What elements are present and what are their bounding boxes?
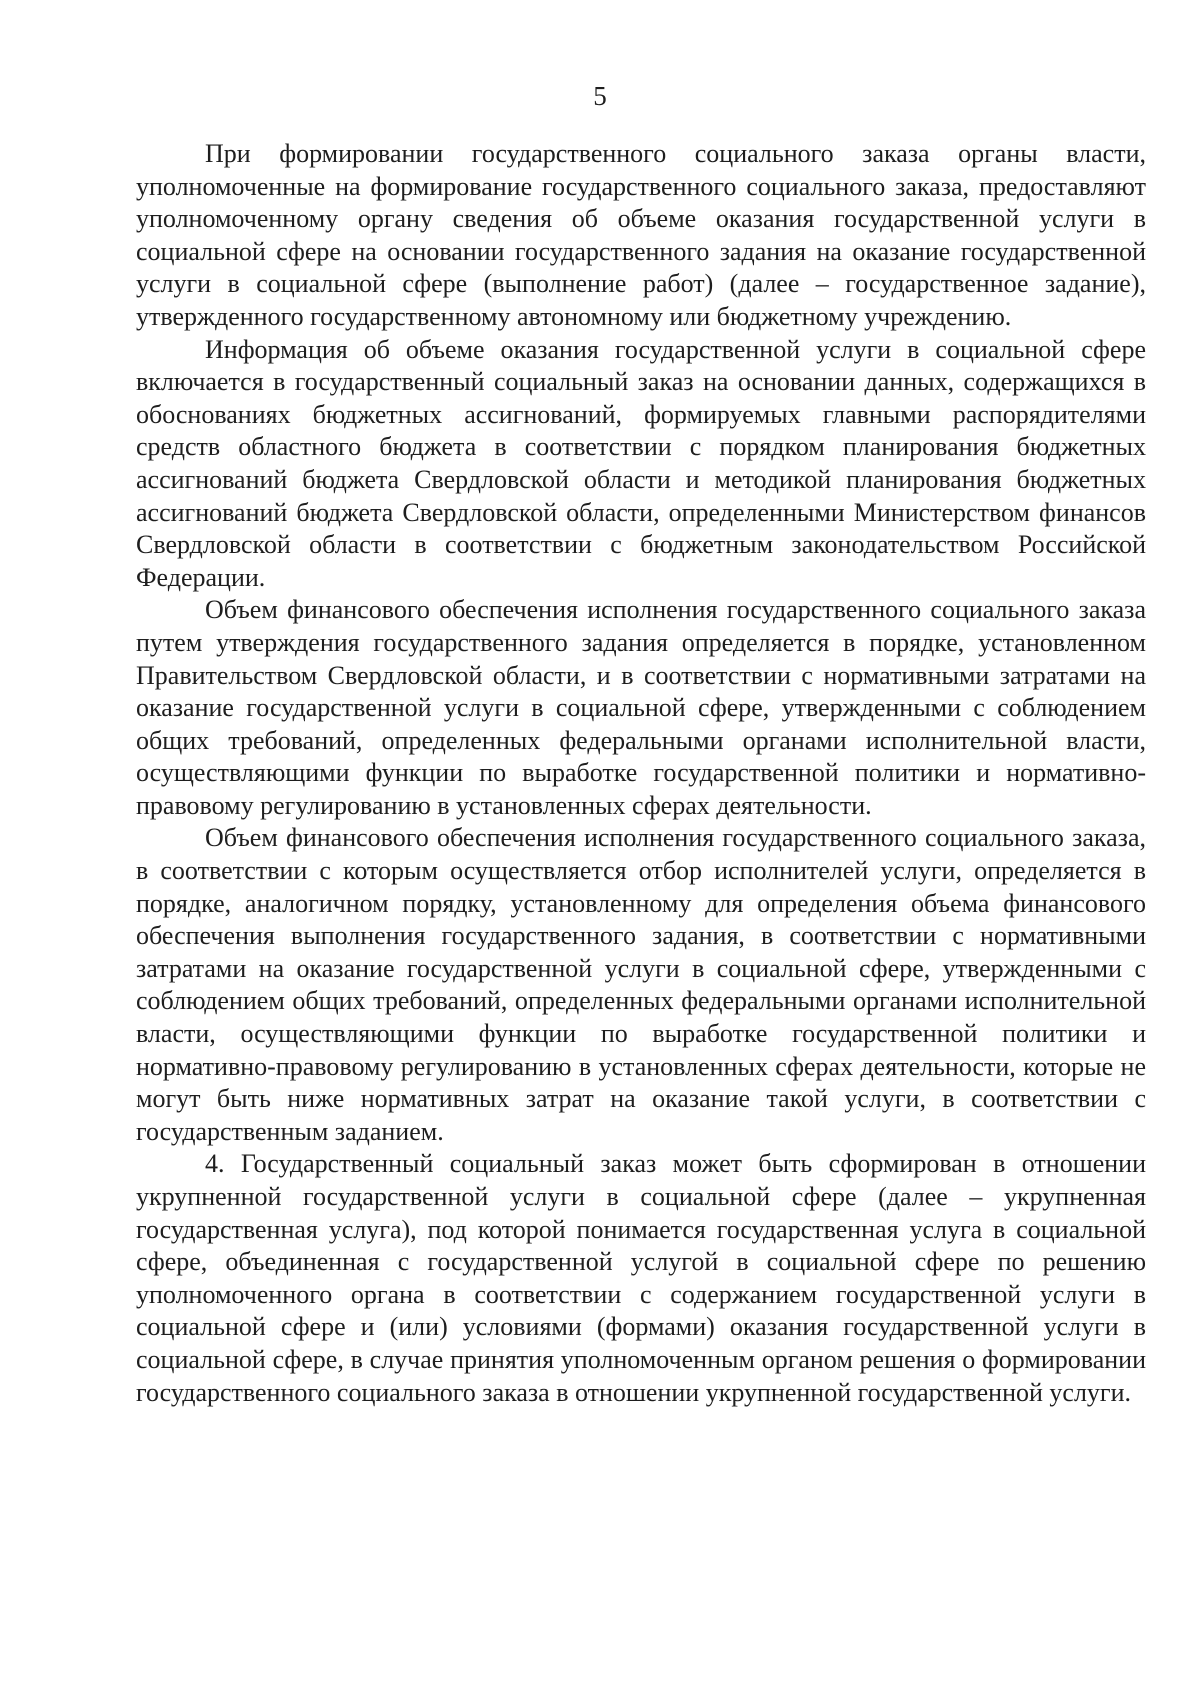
paragraph-3: Объем финансового обеспечения исполнения государственного социального заказа путем утверждения государственного задания определяется в порядке, установленном Правительством Свердловской области, и в соответствии с нормативными затратами на оказание государственной услуги в социальной сфере, утвержденными с соблюдением общих требований, определенных федеральными органами исполнительной власти, осуществляющими функции по выработке государственной политики и нормативно-правовому регулированию в установленных сферах деятельности. xyxy=(136,595,1146,820)
paragraph-2: Информация об объеме оказания государственной услуги в социальной сфере включается в государственный социальный заказ на основании данных, содержащихся в обоснованиях бюджетных ассигнований, формируемых главными распорядителями средств областного бюджета в соответствии с порядком планирования бюджетных ассигнований бюджета Свердловской области и методикой планирования бюджетных ассигнований бюджета Свердловской области, определенными Министерством финансов Свердловской области в соответствии с бюджетным законодательством Российской Федерации. xyxy=(136,334,1146,592)
paragraph-4: Объем финансового обеспечения исполнения государственного социального заказа, в соответствии с которым осуществляется отбор исполнителей услуги, определяется в порядке, аналогичном порядку, установленному для определения объема финансового обеспечения выполнения государственного задания, в соответствии с нормативными затратами на оказание государственной услуги в социальной сфере, утвержденными с соблюдением общих требований, определенных федеральными органами исполнительной власти, осуществляющими функции по выработке государственной политики и нормативно-правовому регулированию в установленных сферах деятельности, которые не могут быть ниже нормативных затрат на оказание такой услуги, в соответствии с государственным заданием. xyxy=(136,823,1146,1146)
paragraph-1: При формировании государственного социального заказа органы власти, уполномоченные на формирование государственного социального заказа, предоставляют уполномоченному органу сведения об объеме оказания государственной услуги в социальной сфере на основании государственного задания на оказание государственной услуги в социальной сфере (выполнение работ) (далее – государственное задание), утвержденного государственному автономному или бюджетному учреждению. xyxy=(136,139,1146,331)
paragraph-5: 4. Государственный социальный заказ может быть сформирован в отношении укрупненной государственной услуги в социальной сфере (далее – укрупненная государственная услуга), под которой понимается государственная услуга в социальной сфере, объединенная с государственной услугой в социальной сфере по решению уполномоченного органа в соответствии с содержанием государственной услуги в социальной сфере и (или) условиями (формами) оказания государственной услуги в социальной сфере, в случае принятия уполномоченным органом решения о формировании государственного социального заказа в отношении укрупненной государственной услуги. xyxy=(136,1149,1146,1407)
page-number: 5 xyxy=(593,81,607,111)
document-body xyxy=(136,138,1146,1409)
